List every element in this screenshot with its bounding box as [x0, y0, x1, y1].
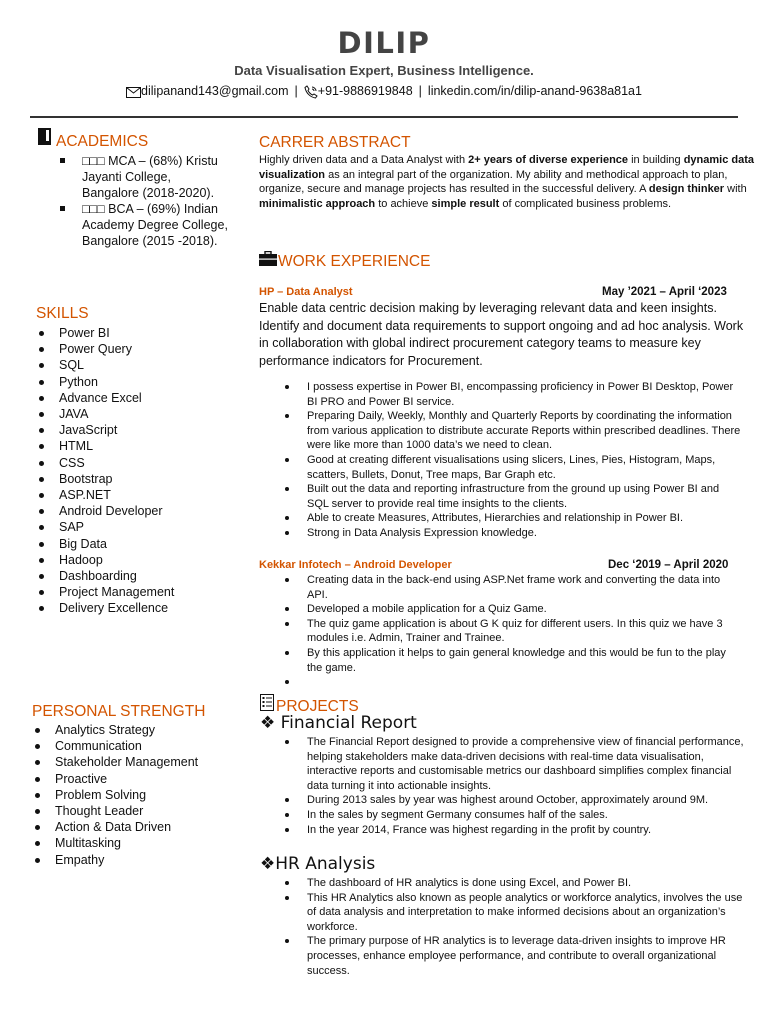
list-item: Creating data in the back-end using ASP.Net frame work and converting the data into API. [283, 573, 743, 602]
abstract-highlight: dynamic data visualization [259, 154, 755, 181]
list-item: Stakeholder Management [33, 754, 233, 770]
list-item: Built out the data and reporting infrastructure from the ground up using Power BI and SQL server to provide real time insights to the clients. [283, 482, 743, 511]
strength-list [33, 722, 233, 868]
strength-title: PERSONAL STRENGTH [32, 703, 206, 720]
list-item: The Financial Report designed to provide a comprehensive view of financial performance, helping stakeholders make data-driven decisions with real-time data visualisation, interactive reports and customisable metrics our dashboard simplifies complex financial data turning it into actionable insights. [283, 735, 753, 793]
list-item: By this application it helps to gain general knowledge and this would be fun to the play the game. [283, 646, 743, 675]
briefcase-icon [259, 251, 277, 271]
abstract-text-part: in building [628, 154, 684, 166]
header-divider [30, 116, 738, 118]
abstract-highlight: 2+ years of diverse experience [468, 154, 629, 166]
project-title: ❖ Financial Report [260, 713, 417, 733]
list-item: Advance Excel [37, 390, 237, 406]
list-item: In the sales by segment Germany consumes half of the sales. [283, 808, 753, 823]
abstract-text-part: of complicated business problems. [499, 197, 672, 210]
list-item: Problem Solving [33, 787, 233, 803]
list-item: Preparing Daily, Weekly, Monthly and Quarterly Reports by coordinating the information from various application to distribute accurate Reports within prescribed deadlines. There were like more than 1000 data’s we need to clean. [283, 409, 743, 453]
candidate-subtitle: Data Visualisation Expert, Business Intelligence. [234, 63, 534, 78]
project-title: ❖HR Analysis [260, 854, 376, 874]
list-item: Big Data [37, 536, 237, 552]
abstract-highlight: design thinker [648, 183, 725, 196]
skills-list [37, 325, 237, 617]
separator: | [418, 84, 422, 99]
academics-list [60, 153, 230, 249]
list-item: Project Management [37, 584, 237, 600]
list-item [283, 675, 743, 689]
candidate-name: DILIP [337, 26, 431, 60]
list-item: Empathy [33, 852, 233, 868]
list-item: JavaScript [37, 422, 237, 438]
list-item: SAP [37, 519, 237, 535]
job-dates: Dec ‘2019 – April 2020 [608, 559, 729, 571]
work-title: WORK EXPERIENCE [278, 253, 431, 270]
job-dates: May ’2021 – April ‘2023 [602, 286, 727, 298]
project-bullets [283, 876, 753, 978]
list-item: Developed a mobile application for a Quiz Game. [283, 602, 743, 617]
list-item: Good at creating different visualisations using slicers, Lines, Pies, Histogram, Maps, scatters, Bullets, Donut, Tree maps, Bar Graph etc. [283, 453, 743, 482]
list-item: Python [37, 374, 237, 390]
separator: | [294, 84, 298, 99]
phone-number[interactable]: +91-9886919848 [317, 84, 413, 99]
phone-icon [304, 84, 318, 99]
list-item: The dashboard of HR analytics is done using Excel, and Power BI. [283, 876, 753, 891]
contact-line [0, 84, 768, 99]
list-item: During 2013 sales by year was highest around October, approximately around 9M. [283, 793, 753, 808]
list-item: This HR Analytics also known as people analytics or workforce analytics, involves the use of data analysis and interpretation to make informed decisions about an organization’s workforce. [283, 891, 753, 935]
abstract-text-part: with [724, 183, 747, 196]
list-item: Bootstrap [37, 471, 237, 487]
list-item: JAVA [37, 406, 237, 422]
list-item: Power Query [37, 341, 237, 357]
book-icon [38, 128, 52, 151]
abstract-title: CARRER ABSTRACT [259, 134, 411, 151]
skills-title: SKILLS [36, 305, 89, 322]
list-item: ASP.NET [37, 487, 237, 503]
list-item: Hadoop [37, 552, 237, 568]
academics-title: ACADEMICS [56, 133, 149, 150]
list-item: Android Developer [37, 503, 237, 519]
projects-title: PROJECTS [276, 698, 359, 715]
work-heading [259, 251, 430, 271]
linkedin-link[interactable]: linkedin.com/in/dilip-anand-9638a81a1 [427, 84, 642, 99]
list-item: Power BI [37, 325, 237, 341]
list-item: SQL [37, 357, 237, 373]
list-item: The primary purpose of HR analytics is to leverage data-driven insights to improve HR processes, enhance employee performance, and contribute to overall organizational success. [283, 934, 753, 978]
abstract-highlight: minimalistic approach [259, 197, 376, 210]
job-role: Kekkar Infotech – Android Developer [259, 559, 452, 571]
list-item: The quiz game application is about G K quiz for different users. In this quiz we have 3 modules i.e. Admin, Trainer and Trainee. [283, 617, 743, 646]
list-item: I possess expertise in Power BI, encompassing proficiency in Power BI Desktop, Power BI PRO and Power BI service. [283, 380, 743, 409]
job-bullets [283, 573, 743, 689]
list-item: Able to create Measures, Attributes, Hierarchies and relationship in Power BI. [283, 511, 743, 526]
list-item: Analytics Strategy [33, 722, 233, 738]
academics-heading [38, 128, 148, 151]
list-item: Thought Leader [33, 803, 233, 819]
abstract-text-part: to achieve [375, 197, 432, 210]
job-bullets [283, 380, 743, 541]
list-item: Multitasking [33, 835, 233, 851]
abstract-text-part: Highly driven data and a Data Analyst with [259, 154, 469, 166]
abstract-text-part: as an integral part of the organization. My ability and methodical approach to plan, organize, secure and manage projects has resulted in the successful delivery. A [259, 168, 728, 196]
list-item: Action & Data Driven [33, 819, 233, 835]
list-item: □□□ MCA – (68%) Kristu Jayanti College, Bangalore (2018-2020). [60, 153, 230, 201]
list-item: □□□ BCA – (69%) Indian Academy Degree College, Bangalore (2015 -2018). [60, 201, 230, 249]
abstract-text [259, 153, 762, 211]
email-icon [126, 84, 141, 98]
list-item: Communication [33, 738, 233, 754]
list-item: CSS [37, 455, 237, 471]
job-role: HP – Data Analyst [259, 286, 353, 298]
list-item: In the year 2014, France was highest regarding in the profit by country. [283, 823, 753, 838]
list-item: Proactive [33, 771, 233, 787]
abstract-highlight: simple result [431, 197, 500, 210]
job-summary: Enable data centric decision making by leveraging relevant data and keen insights. Identify and document data requirements to support ongoing and ad hoc analysis. Work in collaboration with global indirect procurement category teams to measure key performance indicators for Procurement. [259, 301, 744, 368]
email-link[interactable]: dilipanand143@gmail.com [141, 84, 289, 99]
list-item: Delivery Excellence [37, 600, 237, 616]
list-item: Dashboarding [37, 568, 237, 584]
list-item: HTML [37, 438, 237, 454]
list-item: Strong in Data Analysis Expression knowledge. [283, 526, 743, 541]
project-bullets [283, 735, 753, 837]
